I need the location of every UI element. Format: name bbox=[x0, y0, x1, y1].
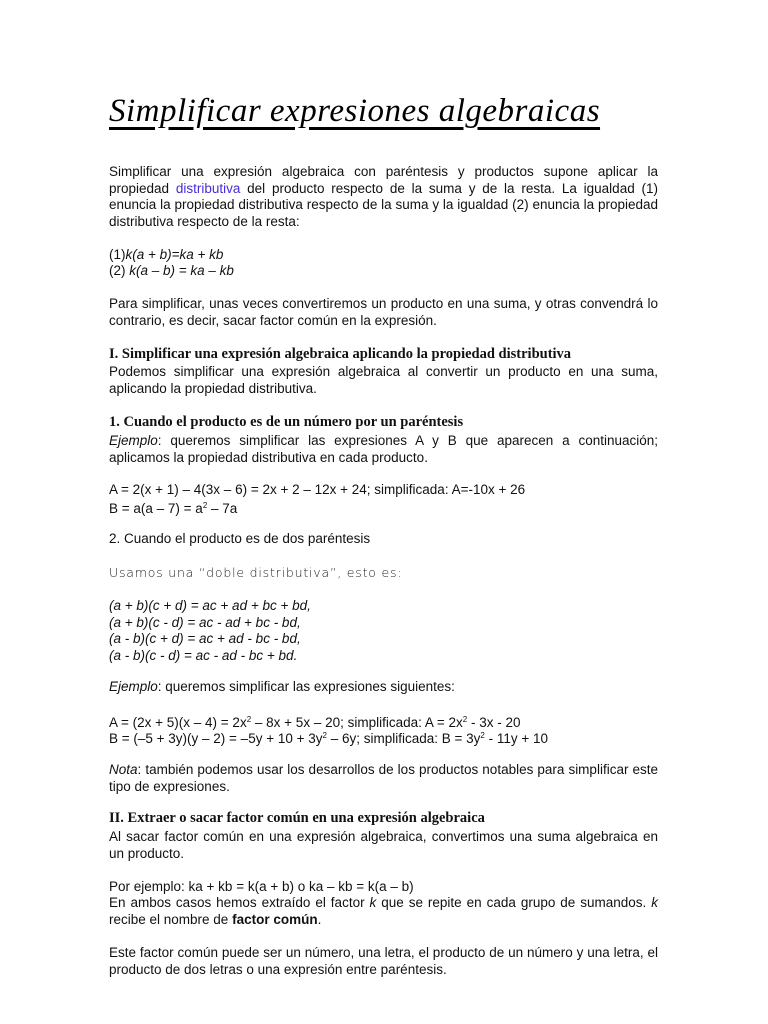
expression-a-line: A = 2(x + 1) – 4(3x – 6) = 2x + 2 – 12x + 24; simplificada: A=-10x + 26 bbox=[109, 482, 526, 497]
subsection-1-body: : queremos simplificar las expresiones A y B que aparecen a continuación; aplicamos la propiedad distributiva en cada producto. bbox=[109, 433, 658, 465]
expr-b-post: – 7a bbox=[207, 501, 238, 516]
formula-item: (a + b)(c + d) = ac + ad + bc + bd, bbox=[109, 598, 311, 613]
expr-a2-mid: – 8x + 5x – 20; simplificada: A = 2x bbox=[251, 715, 463, 730]
eq2-body: k(a – b) = ka – kb bbox=[129, 263, 234, 278]
distributiva-link[interactable]: distributiva bbox=[175, 180, 241, 196]
eq1-k: k bbox=[125, 247, 133, 262]
equation-1 bbox=[109, 247, 658, 264]
expr-b2-mid: – 6y; simplificada: B = 3y bbox=[326, 731, 481, 746]
eq1-number: (1) bbox=[109, 247, 126, 262]
formula-item: (a + b)(c - d) = ac - ad + bc - bd, bbox=[109, 614, 301, 630]
nota-text: : también podemos usar los desarrollos de los productos notables para simplificar este tipo de expresiones. bbox=[109, 762, 658, 794]
intro-paragraph bbox=[109, 164, 658, 230]
formula-item: (a - b)(c + d) = ac + ad - bc - bd, bbox=[109, 631, 301, 646]
eq1-body: (a + b)=ka + kb bbox=[132, 247, 224, 262]
section-1-heading: I. Simplificar una expresión algebraica aplicando la propiedad distributiva bbox=[109, 346, 572, 362]
expr-b2-exp2: 2 bbox=[480, 731, 485, 740]
ejemplo-2-text: : queremos simplificar las expresiones siguientes: bbox=[157, 679, 455, 694]
section-2-heading: II. Extraer o sacar factor común en una expresión algebraica bbox=[109, 810, 485, 826]
subsection-2-heading: 2. Cuando el producto es de dos paréntesis bbox=[109, 531, 371, 546]
ejemplo-2-line bbox=[109, 679, 658, 696]
final-paragraph: Este factor común puede ser un número, una letra, el producto de un número y una letra, el producto de dos letras o una expresión entre paréntesis. bbox=[109, 945, 658, 977]
intro-paragraph-2: Para simplificar, unas veces convertiremos un producto en una suma, y otras convendrá lo contrario, es decir, sacar factor común en la expresión. bbox=[109, 296, 658, 328]
doble-distributiva-intro: Usamos una “doble distributiva”, esto es: bbox=[109, 565, 403, 580]
equation-2 bbox=[109, 263, 658, 280]
ambos-k: k bbox=[369, 895, 377, 910]
intro-text-cont: del producto respecto de la suma y de la resta. La igualdad (1) enuncia la propiedad distributiva respecto de la suma y la igualdad (2) enuncia la propiedad distributiva respecto de la resta: bbox=[109, 180, 658, 229]
expr-a2-exp1: 2 bbox=[246, 715, 252, 724]
expr-a2-exp2: 2 bbox=[462, 715, 468, 724]
formula-item: (a - b)(c - d) = ac - ad - bc + bd. bbox=[109, 647, 298, 663]
subsection-1-text bbox=[109, 433, 658, 466]
expr-b-pre: B = a(a – 7) = a bbox=[109, 501, 203, 516]
factor-comun-paragraph bbox=[109, 895, 658, 928]
ejemplo-label: Ejemplo bbox=[109, 433, 158, 448]
expr-b2-post: - 11y + 10 bbox=[484, 731, 549, 746]
intro-text: Simplificar una expresión algebraica con paréntesis y productos supone aplicar la propiedad bbox=[109, 164, 658, 196]
expr-b-exponent: 2 bbox=[202, 501, 208, 510]
expression-b-line bbox=[109, 498, 658, 518]
nota-label: Nota bbox=[109, 762, 138, 777]
subsection-1-heading: 1. Cuando el producto es de un número por un paréntesis bbox=[109, 414, 464, 430]
ambos-text-a: En ambos casos hemos extraído el factor bbox=[109, 895, 370, 910]
expr-b2-exp1: 2 bbox=[322, 731, 327, 740]
ambos-text-c: recibe el nombre de bbox=[109, 911, 233, 927]
expr-b2-pre: B = (–5 + 3y)(y – 2) = –5y + 10 + 3y bbox=[109, 731, 323, 746]
factor-comun-bold: factor común bbox=[232, 911, 318, 927]
expression-b2-line bbox=[109, 728, 658, 748]
section-1-text: Podemos simplificar una expresión algebraica al convertir un producto en una suma, aplicando la propiedad distributiva. bbox=[109, 364, 658, 396]
formula-list bbox=[109, 598, 658, 664]
expr-a2-post: - 3x - 20 bbox=[467, 715, 521, 730]
ambos-k2: k bbox=[651, 895, 659, 910]
expr-a2-pre: A = (2x + 5)(x – 4) = 2x bbox=[109, 715, 247, 730]
eq2-number: (2) bbox=[109, 263, 130, 278]
ejemplo-label-2: Ejemplo bbox=[109, 679, 158, 694]
section-2-text: Al sacar factor común en una expresión algebraica, convertimos una suma algebraica en un producto. bbox=[109, 829, 658, 861]
nota-paragraph bbox=[109, 762, 658, 795]
factor-example-line: Por ejemplo: ka + kb = k(a + b) o ka – kb = k(a – b) bbox=[109, 879, 414, 894]
page-title: Simplificar expresiones algebraicas bbox=[109, 93, 601, 129]
ambos-text-d: . bbox=[317, 911, 322, 927]
ambos-text-b: que se repite en cada grupo de sumandos. bbox=[376, 895, 652, 910]
